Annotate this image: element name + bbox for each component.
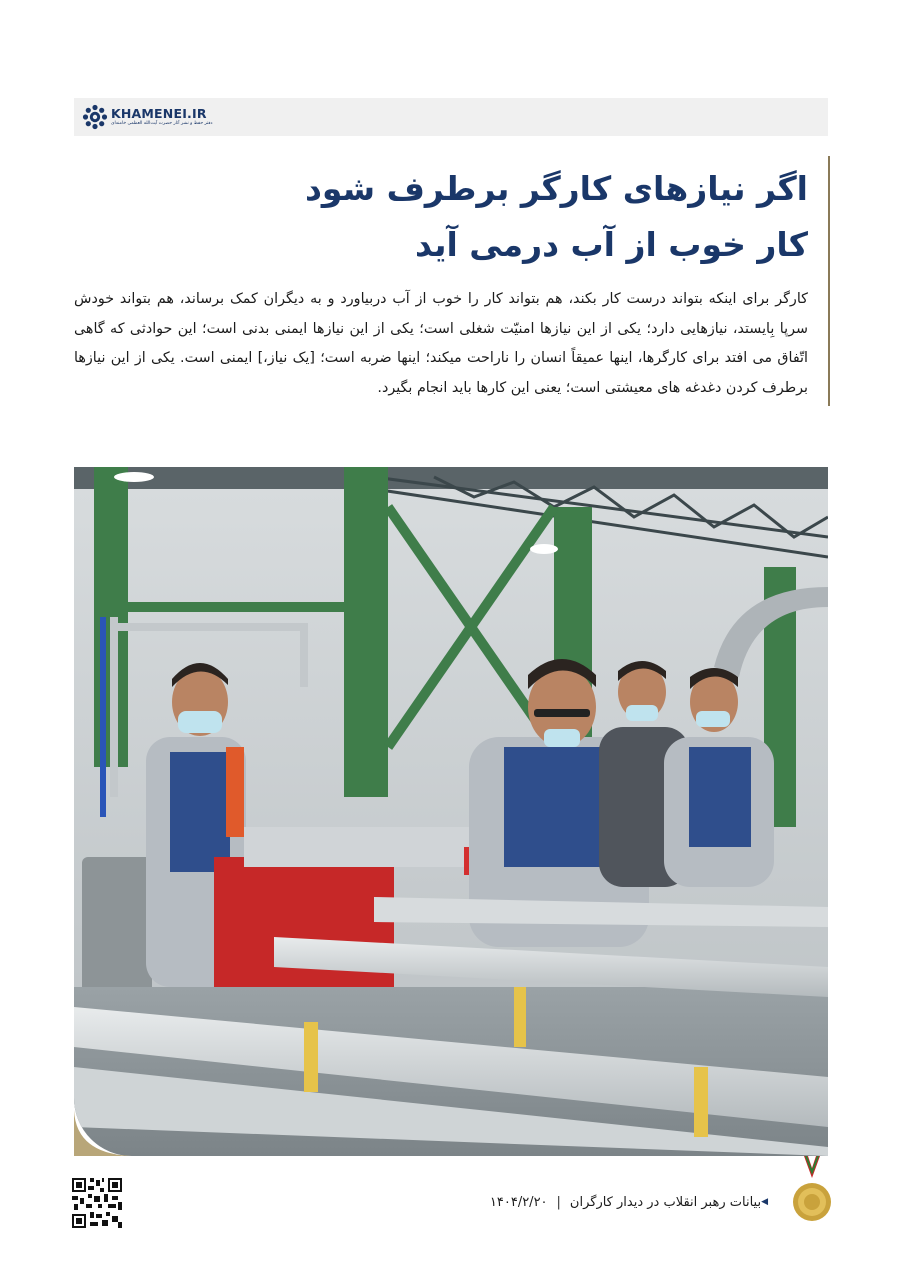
triangle-pointer-icon: ◀ [761, 1197, 768, 1207]
article-body: کارگر برای اینکه بتواند درست کار بکند، هم بتواند کار را خوب از آب دربیاورد و به دیگران کمک برساند، هم بتواند خودش سرپا بِایستد، نیازهایی دارد؛ یکی از این نیازها امنیّت شغلی است؛ یکی از این نیازها ایمنی بدنی است؛ این حوادثی که گاهی اتّفاق می افتد برای کارگرها، اینها عمیقاً انسان را ناراحت میکند؛ اینها ضربه است؛ [یک نیاز،] ایمنی است. یکی از این نیازها برطرف کردن دغدغه های معیشتی است؛ یعنی این کارها باید انجام بگیرد. [74, 291, 808, 396]
article-title [74, 161, 808, 273]
khamenei-logo-icon [82, 104, 108, 130]
gold-medal-icon [792, 1156, 832, 1228]
title-line-1: اگر نیازهای کارگر برطرف شود [305, 169, 808, 208]
footer-caption [490, 1192, 772, 1212]
factory-scene-illustration [74, 467, 828, 1156]
site-logo[interactable] [82, 103, 213, 131]
factory-photo [74, 467, 828, 1156]
article-block [74, 156, 830, 406]
footer-date: ۱۴۰۴/۲/۲۰ [489, 1194, 548, 1210]
hose [100, 617, 106, 817]
logo-name: KHAMENEI.IR [111, 105, 207, 121]
gold-corner-accent [74, 1110, 134, 1160]
steel-tank [82, 857, 152, 997]
footer-separator: | [556, 1194, 561, 1210]
title-line-2: کار خوب از آب درمی آید [415, 225, 808, 264]
qr-code-icon[interactable] [72, 1178, 122, 1228]
logo-tagline: دفتر حفظ و نشر آثار حضرت آیت‌الله العظمی خامنه‌ای [111, 121, 213, 126]
logo-bar [74, 98, 828, 136]
footer-source: بیانات رهبر انقلاب در دیدار کارگران [569, 1194, 762, 1210]
